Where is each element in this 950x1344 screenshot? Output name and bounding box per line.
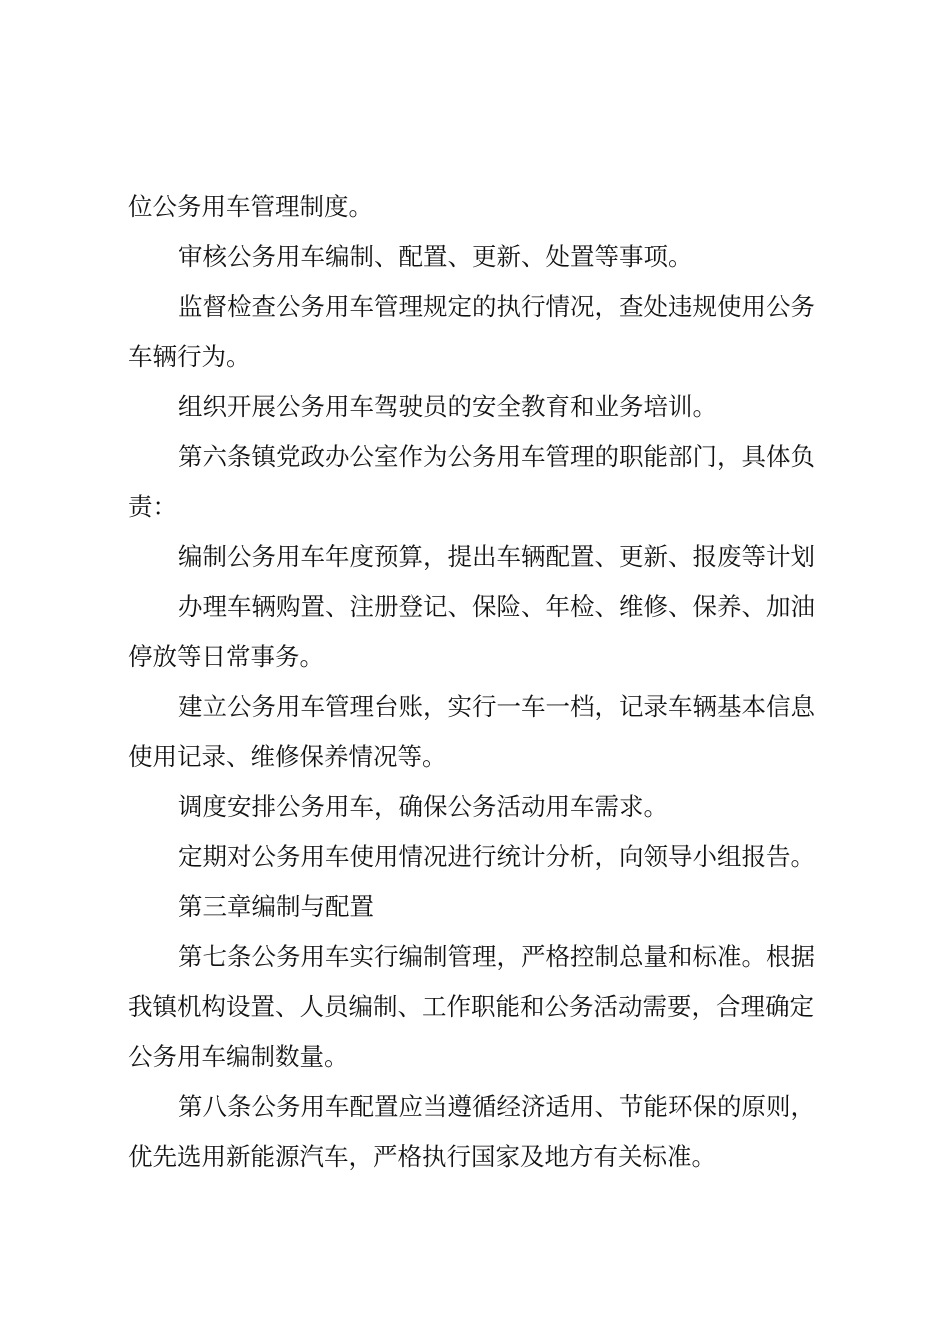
text-line-10: 停放等日常事务。 xyxy=(128,642,324,671)
text-line-2: 审核公务用车编制、配置、更新、处置等事项。 xyxy=(178,242,693,271)
text-line-6: 第六条镇党政办公室作为公务用车管理的职能部门，具体负 xyxy=(178,442,815,471)
text-line-7: 责： xyxy=(128,492,177,521)
text-line-20: 优先选用新能源汽车，严格执行国家及地方有关标准。 xyxy=(128,1142,716,1171)
text-line-13: 调度安排公务用车，确保公务活动用车需求。 xyxy=(178,792,668,821)
text-line-3: 监督检查公务用车管理规定的执行情况，查处违规使用公务 xyxy=(178,292,815,321)
text-line-8: 编制公务用车年度预算，提出车辆配置、更新、报废等计划 xyxy=(178,542,815,571)
text-line-18: 公务用车编制数量。 xyxy=(128,1042,349,1071)
text-line-14: 定期对公务用车使用情况进行统计分析，向领导小组报告。 xyxy=(178,842,815,871)
text-line-12: 使用记录、维修保养情况等。 xyxy=(128,742,447,771)
text-line-17: 我镇机构设置、人员编制、工作职能和公务活动需要，合理确定 xyxy=(128,992,814,1021)
text-line-1: 位公务用车管理制度。 xyxy=(128,192,373,221)
text-line-16: 第七条公务用车实行编制管理，严格控制总量和标准。根据 xyxy=(178,942,815,971)
chapter-heading: 第三章编制与配置 xyxy=(178,892,374,921)
document-body xyxy=(128,182,844,1182)
text-line-5: 组织开展公务用车驾驶员的安全教育和业务培训。 xyxy=(178,392,717,421)
text-line-19: 第八条公务用车配置应当遵循经济适用、节能环保的原则， xyxy=(178,1092,815,1121)
text-line-11: 建立公务用车管理台账，实行一车一档，记录车辆基本信息 xyxy=(178,692,815,721)
text-line-4: 车辆行为。 xyxy=(128,342,251,371)
text-line-9: 办理车辆购置、注册登记、保险、年检、维修、保养、加油 xyxy=(178,592,815,621)
